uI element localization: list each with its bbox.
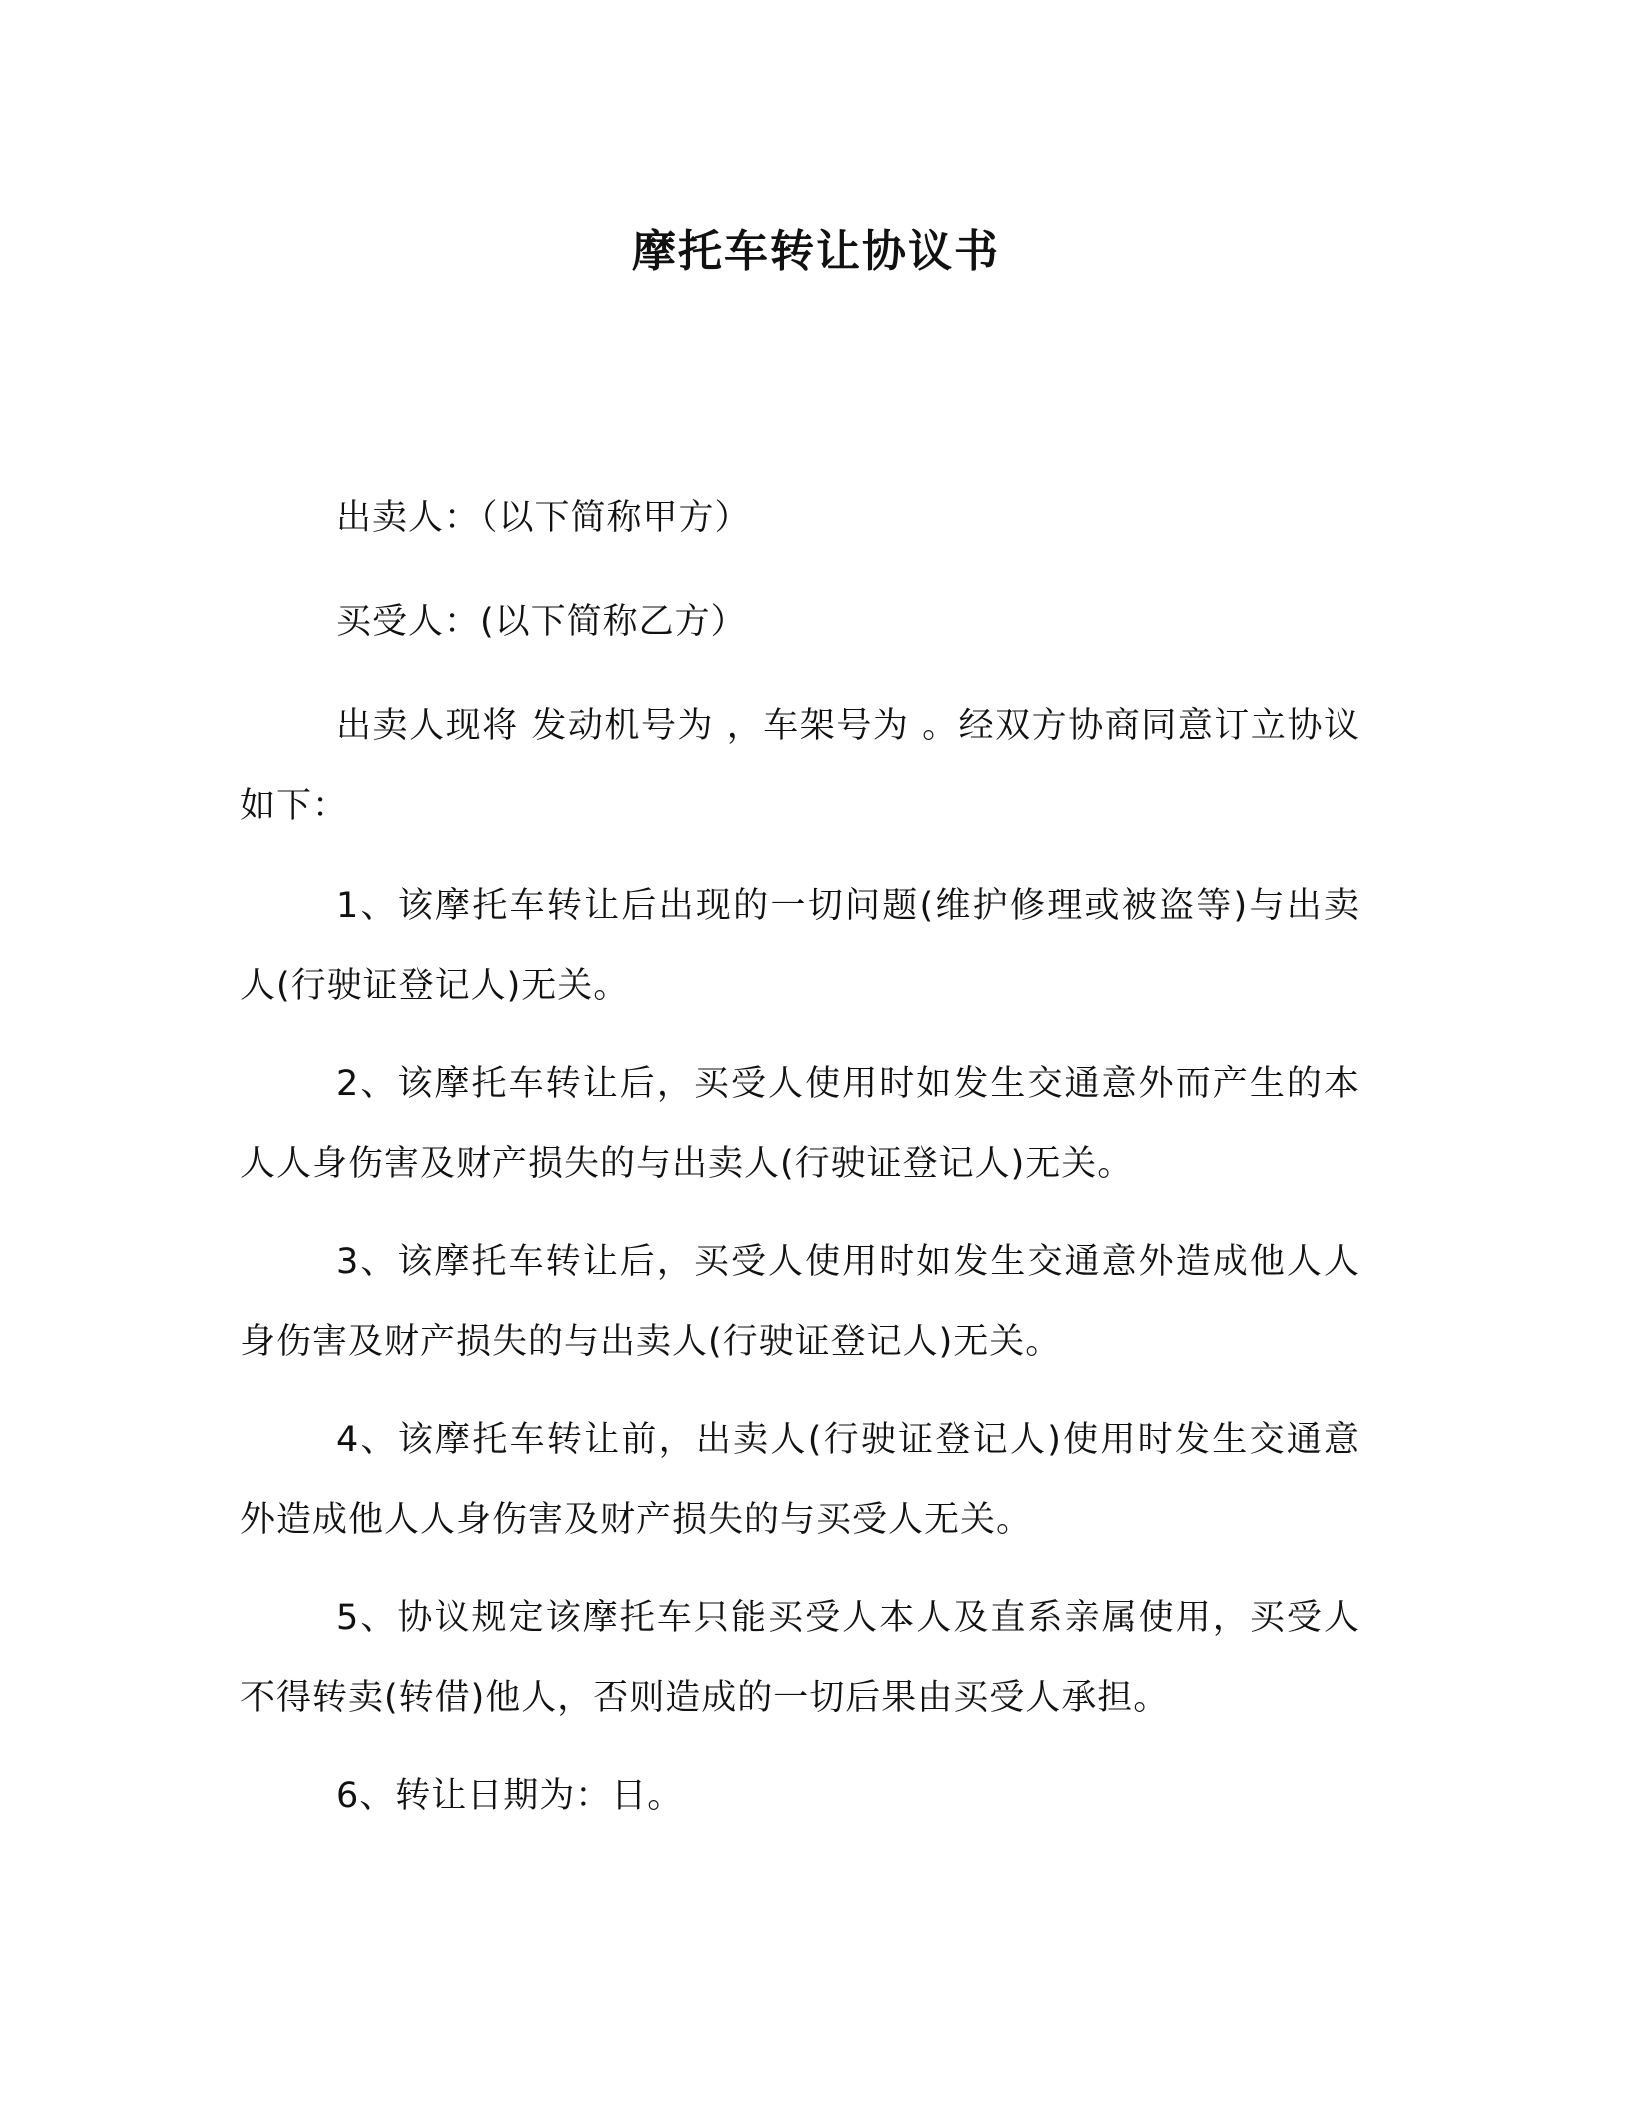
buyer-line: 买受人：(以下简称乙方） xyxy=(336,602,747,642)
buyer-line-block xyxy=(240,596,1360,648)
clause-4-block xyxy=(240,1400,1360,1560)
document-title: 摩托车转让协议书 xyxy=(632,226,1000,277)
seller-line: 出卖人：（以下简称甲方） xyxy=(336,498,751,538)
clause-5-block xyxy=(240,1578,1360,1738)
clause-2-block xyxy=(240,1044,1360,1204)
clause-3: 3、该摩托车转让后，买受人使用时如发生交通意外造成他人人身伤害及财产损失的与出卖人(行驶证登记人)无关。 xyxy=(240,1242,1360,1362)
clause-6: 6、转让日期为：日。 xyxy=(336,1776,684,1816)
clause-3-block xyxy=(240,1222,1360,1382)
clause-1: 1、该摩托车转让后出现的一切问题(维护修理或被盗等)与出卖人(行驶证登记人)无关。 xyxy=(240,886,1360,1006)
clause-4: 4、该摩托车转让前，出卖人(行驶证登记人)使用时发生交通意外造成他人人身伤害及财产损失的与买受人无关。 xyxy=(240,1420,1360,1540)
clause-2: 2、该摩托车转让后，买受人使用时如发生交通意外而产生的本人人身伤害及财产损失的与出卖人(行驶证登记人)无关。 xyxy=(240,1064,1360,1184)
clause-1-block xyxy=(240,866,1360,1026)
intro-paragraph: 出卖人现将 发动机号为 ，车架号为 。经双方协商同意订立协议如下： xyxy=(240,706,1360,826)
clause-5: 5、协议规定该摩托车只能买受人本人及直系亲属使用，买受人不得转卖(转借)他人，否则造成的一切后果由买受人承担。 xyxy=(240,1598,1360,1718)
clause-6-block xyxy=(240,1756,1360,1836)
intro-block xyxy=(240,686,1360,846)
seller-line-block xyxy=(240,492,1360,544)
